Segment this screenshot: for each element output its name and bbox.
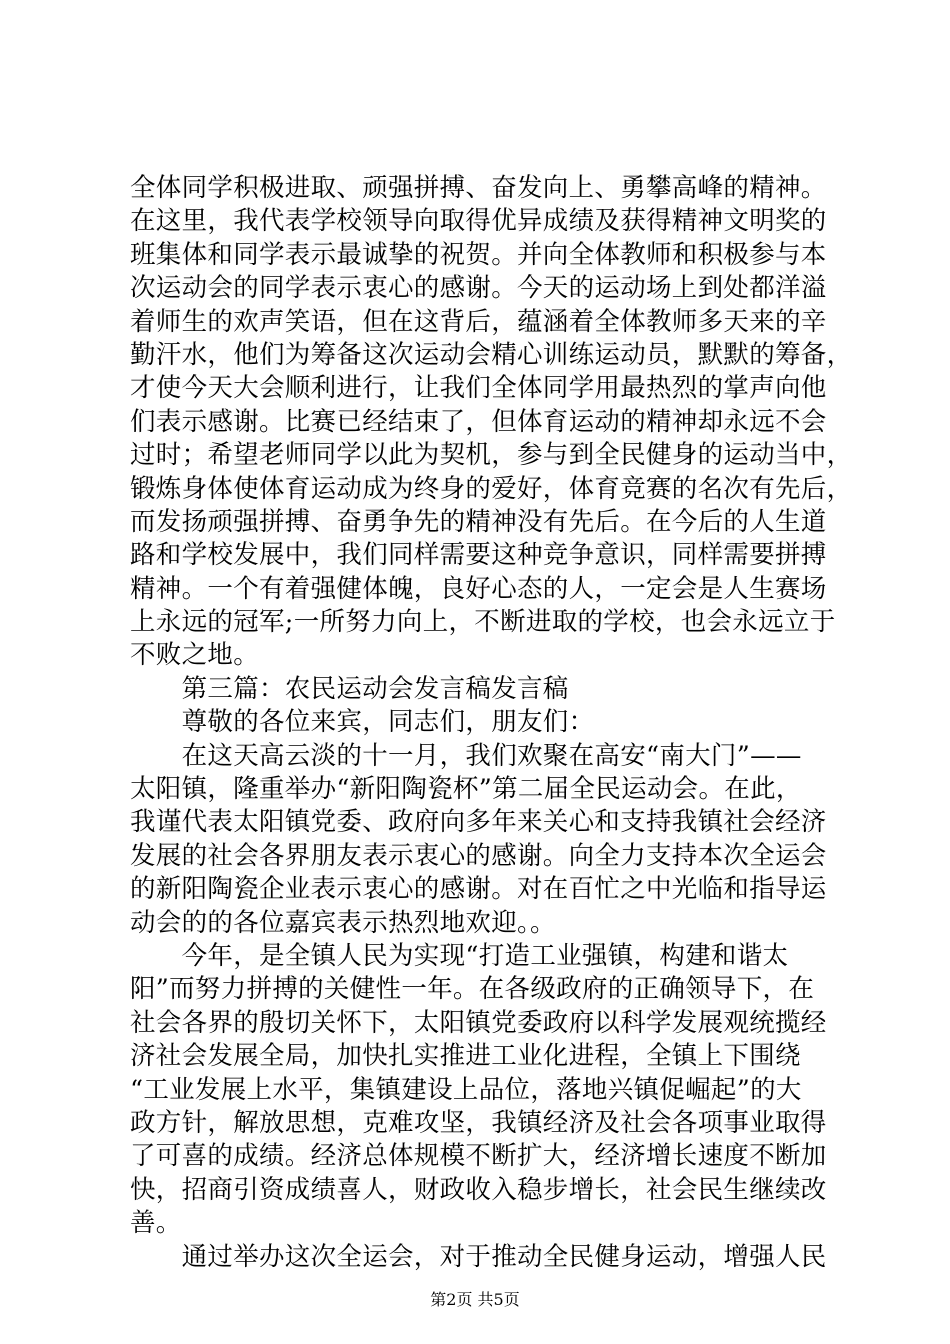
text-line: 全体同学积极进取、顽强拼搏、奋发向上、勇攀高峰的精神。: [130, 173, 827, 203]
text-line: 快，招商引资成绩喜人，财政收入稳步增长，社会民生继续改: [130, 1174, 827, 1205]
text-line: 太阳镇，隆重举办“新阳陶瓷杯”第二届全民运动会。在此，: [130, 774, 802, 805]
text-line: 济社会发展全局，加快扎实推进工业化进程，全镇上下围绕: [130, 1041, 801, 1072]
text-line: 善。: [130, 1208, 182, 1239]
text-line: 我谨代表太阳镇党委、政府向多年来关心和支持我镇社会经济: [130, 807, 827, 838]
page-footer: 第2页 共5页: [430, 1290, 520, 1309]
text-line: 政方针，解放思想，克难攻坚，我镇经济及社会各项事业取得: [130, 1107, 827, 1138]
text-line: 了可喜的成绩。经济总体规模不断扩大，经济增长速度不断加: [130, 1141, 827, 1172]
text-line: 动会的的各位嘉宾表示热烈地欢迎。。: [130, 907, 556, 938]
text-line: 尊敬的各位来宾，同志们，朋友们：: [130, 707, 595, 738]
text-line: 锻炼身体使体育运动成为终身的爱好，体育竞赛的名次有先后，: [130, 473, 853, 504]
text-line: 社会各界的殷切关怀下，太阳镇党委政府以科学发展观统揽经: [130, 1007, 827, 1038]
text-line: 着师生的欢声笑语，但在这背后，蕴涵着全体教师多天来的辛: [130, 306, 827, 337]
text-line: 在这天高云淡的十一月，我们欢聚在高安“南大门”——: [130, 740, 802, 771]
text-line: 次运动会的同学表示衷心的感谢。今天的运动场上到处都洋溢: [130, 273, 827, 304]
text-line: 在这里，我代表学校领导向取得优异成绩及获得精神文明奖的: [130, 206, 827, 237]
text-line: 过时；希望老师同学以此为契机，参与到全民健身的运动当中，: [130, 440, 853, 471]
text-line: 精神。一个有着强健体魄，良好心态的人，一定会是人生赛场: [130, 573, 827, 604]
body-text: [130, 172, 853, 1274]
text-line: 而发扬顽强拼搏、奋勇争先的精神没有先后。在今后的人生道: [130, 506, 827, 537]
text-line: 发展的社会各界朋友表示衷心的感谢。向全力支持本次全运会: [130, 840, 827, 871]
text-line: 今年，是全镇人民为实现“打造工业强镇，构建和谐太: [130, 940, 789, 971]
text-line: 勤汗水，他们为筹备这次运动会精心训练运动员，默默的筹备，: [130, 339, 853, 370]
text-line: 路和学校发展中，我们同样需要这种竞争意识，同样需要拼搏: [130, 540, 827, 571]
text-line: 通过举办这次全运会，对于推动全民健身运动，增强人民: [130, 1241, 827, 1272]
text-line: 班集体和同学表示最诚挚的祝贺。并向全体教师和积极参与本: [130, 239, 827, 270]
text-line: 们表示感谢。比赛已经结束了，但体育运动的精神却永远不会: [130, 406, 827, 437]
text-line: 不败之地。: [130, 640, 260, 671]
text-line: 上永远的冠军;一所努力向上，不断进取的学校，也会永远立于: [130, 607, 836, 638]
text-line: 第三篇：农民运动会发言稿发言稿: [130, 673, 569, 704]
text-line: “工业发展上水平，集镇建设上品位，落地兴镇促崛起”的大: [130, 1074, 802, 1105]
text-line: 阳”而努力拼搏的关健性一年。在各级政府的正确领导下，在: [130, 974, 815, 1005]
text-line: 才使今天大会顺利进行，让我们全体同学用最热烈的掌声向他: [130, 373, 827, 404]
text-line: 的新阳陶瓷企业表示衷心的感谢。对在百忙之中光临和指导运: [130, 874, 827, 905]
